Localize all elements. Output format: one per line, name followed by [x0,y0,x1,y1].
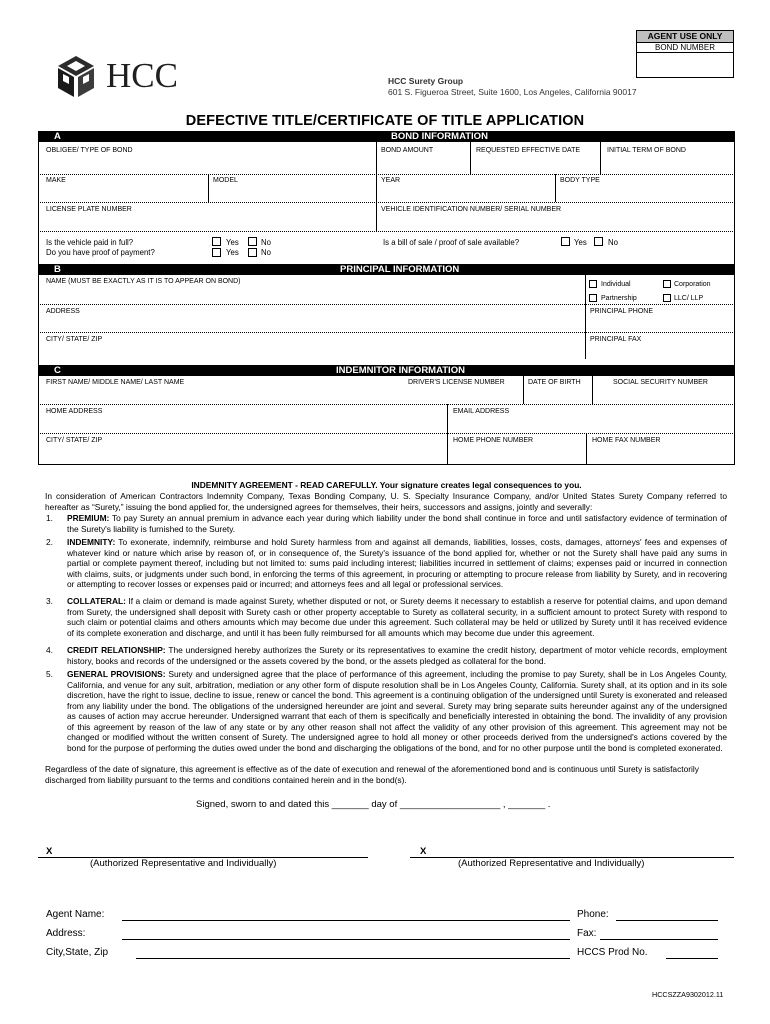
plate-label: LICENSE PLATE NUMBER [46,206,132,213]
prod-number-label: HCCS Prod No. [577,947,648,958]
signed-dated-line: Signed, sworn to and dated this _______ day of ___________________ , _______ . [196,799,551,810]
agent-phone-label: Phone: [577,909,609,920]
corporation-checkbox[interactable] [663,280,671,288]
agent-city-label: City,State, Zip [46,947,109,958]
clause-text [67,596,727,638]
page-title: DEFECTIVE TITLE/CERTIFICATE OF TITLE APPLICATION [185,113,585,129]
bill-of-sale-question: Is a bill of sale / proof of sale available? [383,238,520,247]
home-fax-label: HOME FAX NUMBER [592,437,661,444]
agent-fax-label: Fax: [577,928,597,939]
bond-number-label: BOND NUMBER [637,42,733,53]
paid-in-full-question: Is the vehicle paid in full? [46,238,134,247]
hcc-cube-logo-icon [56,55,96,99]
ssn-label: SOCIAL SECURITY NUMBER [613,379,708,386]
rep-label-left: (Authorized Representative and Individually) [90,858,277,869]
clause-term: COLLATERAL: [67,596,126,606]
company-name: HCC Surety Group [388,76,464,86]
agent-use-header: AGENT USE ONLY [637,31,733,42]
agent-address-field[interactable] [122,939,570,940]
paid-no-label: No [261,238,271,247]
prod-number-field[interactable] [666,958,718,959]
clause-number: 4. [46,645,53,655]
clause-term: PREMIUM: [67,513,110,523]
signature-x-right: X [420,846,427,857]
principal-phone-label: PRINCIPAL PHONE [590,308,654,315]
principal-name-label: NAME (MUST BE EXACTLY AS IT IS TO APPEAR ON BOND) [46,278,241,285]
signature-x-left: X [46,846,53,857]
clause-term: GENERAL PROVISIONS: [67,669,166,679]
bill-no-label: No [608,238,618,247]
paid-yes-label: Yes [226,238,239,247]
year-label: YEAR [381,177,401,184]
email-label: EMAIL ADDRESS [453,408,510,415]
llc-checkbox[interactable] [663,294,671,302]
home-phone-label: HOME PHONE NUMBER [453,437,534,444]
clause-body: To exonerate, indemnify, reimburse and hold Surety harmless from and against all demands, liabilities, losses, costs, damages, attorneys' fees and expenses of whatever kind or nature which arise by reason of, or in consequence of, the Surety's issuance of the bond applied for, whether or not the Surety shall have paid any sums in partial or complete payment thereof, including but not limited to: sums paid including interest; liabilities incurred in settlement of claims; expenses paid or incurred in connection with claims, suits, or judgments under such bond, in enforcing the terms of this agreement, in procuring or attempting to procure release from liability by Surety, and in recovering or attempting to recover losses or expenses paid or incurred; and attorneys fees and all legal or professional services. [67,537,727,589]
section-b-bar [38,264,735,275]
company-address: 601 S. Figueroa Street, Suite 1600, Los Angeles, California 90017 [388,87,637,97]
bill-no-checkbox[interactable] [594,237,603,246]
agent-use-box [636,30,734,78]
section-c-letter: C [54,365,61,376]
rep-label-right: (Authorized Representative and Individually) [458,858,645,869]
proof-yes-label: Yes [226,248,239,257]
proof-no-label: No [261,248,271,257]
clause-number: 1. [46,513,53,523]
clause-number: 2. [46,537,53,547]
clause-body: The undersigned hereby authorizes the Surety or its representatives to examine the credit history, department of motor vehicle records, employment history, books and records of the undersigned or the assets covered by the bond, or the assets pledged as collateral for the bond. [67,645,727,666]
form-code: HCCSZZA9302012.11 [652,990,724,999]
agent-phone-field[interactable] [616,920,718,921]
principal-city-label: CITY/ STATE/ ZIP [46,336,103,343]
bill-yes-checkbox[interactable] [561,237,570,246]
clause-text [67,669,727,753]
agent-name-label: Agent Name: [46,909,105,920]
section-a-letter: A [54,131,61,142]
partnership-checkbox[interactable] [589,294,597,302]
drivers-license-label: DRIVER'S LICENSE NUMBER [408,379,505,386]
agent-name-field[interactable] [122,920,570,921]
agent-address-label: Address: [46,928,86,939]
individual-checkbox[interactable] [589,280,597,288]
clause-term: INDEMNITY: [67,537,116,547]
proof-no-checkbox[interactable] [248,248,257,257]
clause-text [67,537,727,590]
individual-label: Individual [601,281,631,288]
paid-yes-checkbox[interactable] [212,237,221,246]
model-label: MODEL [213,177,238,184]
indemnitor-city-label: CITY/ STATE/ ZIP [46,437,103,444]
section-a-bar [38,131,735,142]
clause-body: If a claim or demand is made against Surety, whether disputed or not, or Surety deems it necessary to establish a reserve for potential claims, and upon demand from Surety, the undersigned shall deposit with Surety cash or other property acceptable to Surety as collateral security, in a sufficient amount to protect Surety with respond to such claim or potential claims and others amounts which may become due under this agreement. Such collateral may be held or utilized by Surety until it has received evidence of its complete exoneration and discharge, and until it has been fully reimbursed for all amounts which may become due under this agreement. [67,596,727,638]
agent-fax-field[interactable] [600,939,718,940]
date-of-birth-label: DATE OF BIRTH [528,379,581,386]
effective-date-label: REQUESTED EFFECTIVE DATE [476,147,581,154]
logo-text: HCC [106,56,178,95]
clause-term: CREDIT RELATIONSHIP: [67,645,166,655]
obligee-label: OBLIGEE/ TYPE OF BOND [46,147,133,154]
clause-text [67,645,727,666]
agreement-heading: INDEMNITY AGREEMENT - READ CAREFULLY. Your signature creates legal consequences to you. [191,480,582,490]
agreement-intro: In consideration of American Contractors Indemnity Company, Texas Bonding Company, U. S. Specialty Insurance Company, and/or United States Surety Company referred to hereafter as “Surety,” issuing the bond applied for, the undersigned agrees for themselves, their heirs, successors and assigns, jointly and severally: [45,491,727,512]
principal-address-label: ADDRESS [46,308,80,315]
vin-label: VEHICLE IDENTIFICATION NUMBER/ SERIAL NUMBER [381,206,562,213]
clause-body: To pay Surety an annual premium in advance each year during which liability under the bond shall continue in force and until satisfactory evidence of termination of the Surety's liability is furnished to the Surety. [67,513,727,534]
principal-fax-label: PRINCIPAL FAX [590,336,642,343]
paid-no-checkbox[interactable] [248,237,257,246]
partnership-label: Partnership [601,295,637,302]
bond-amount-label: BOND AMOUNT [381,147,434,154]
indemnitor-name-label: FIRST NAME/ MIDDLE NAME/ LAST NAME [46,379,185,386]
make-label: MAKE [46,177,66,184]
corporation-label: Corporation [674,281,711,288]
section-a-heading: BOND INFORMATION [391,131,488,142]
section-c-heading: INDEMNITOR INFORMATION [336,365,465,376]
body-type-label: BODY TYPE [560,177,600,184]
proof-payment-question: Do you have proof of payment? [46,248,155,257]
initial-term-label: INITIAL TERM OF BOND [607,147,686,154]
agent-city-field[interactable] [136,958,570,959]
clause-text [67,513,727,534]
section-b-heading: PRINCIPAL INFORMATION [340,264,460,275]
section-c-bar [38,365,735,376]
agreement-closing: Regardless of the date of signature, this agreement is effective as of the date of execution and renewal of the aforementioned bond and is continuous until Surety is satisfactorily discharged from liability pursuant to the terms and conditions contained herein and in the bond(s). [45,764,699,785]
clause-body: Surety and undersigned agree that the place of performance of this agreement, including the promise to pay Surety, shall be in Los Angeles County, California, and venue for any suit, arbitration, mediation or any other form of dispute resolution shall be in Los Angeles County, California. Surety shall, at its option and in its sole discretion, have the right to issue, decline to issue, renew or cancel the bond. This agreement is a continuing obligation of the undersigned until Surety is exonerated and released from any liability under the bond. The obligations of the undersigned hereunder are joint and several. Surety may bring separate suits hereunder against any of the undersigned as causes of action may accrue hereunder. Undersigned warrant that each of them is specifically and beneficially interested in obtaining the bond. The invalidity of any provision of this agreement by reason of the law of any state or by any other reason shall not affect the validity of any other provision of this agreement. This agreement may not be changed or modified without the written consent of Surety. The undersigned agree to hold all money or other proceeds derived from the undersigned's actions covered by the bond for the purpose of performing the duties owed under the bond and discharging the obligations of the bond, and for no other purpose until the bond is completed exonerated. [67,669,727,753]
bond-number-field[interactable] [639,55,731,75]
clause-number: 5. [46,669,53,679]
home-address-label: HOME ADDRESS [46,408,103,415]
llc-label: LLC/ LLP [674,295,704,302]
section-b-letter: B [54,264,61,275]
bill-yes-label: Yes [574,238,587,247]
proof-yes-checkbox[interactable] [212,248,221,257]
clause-number: 3. [46,596,53,606]
